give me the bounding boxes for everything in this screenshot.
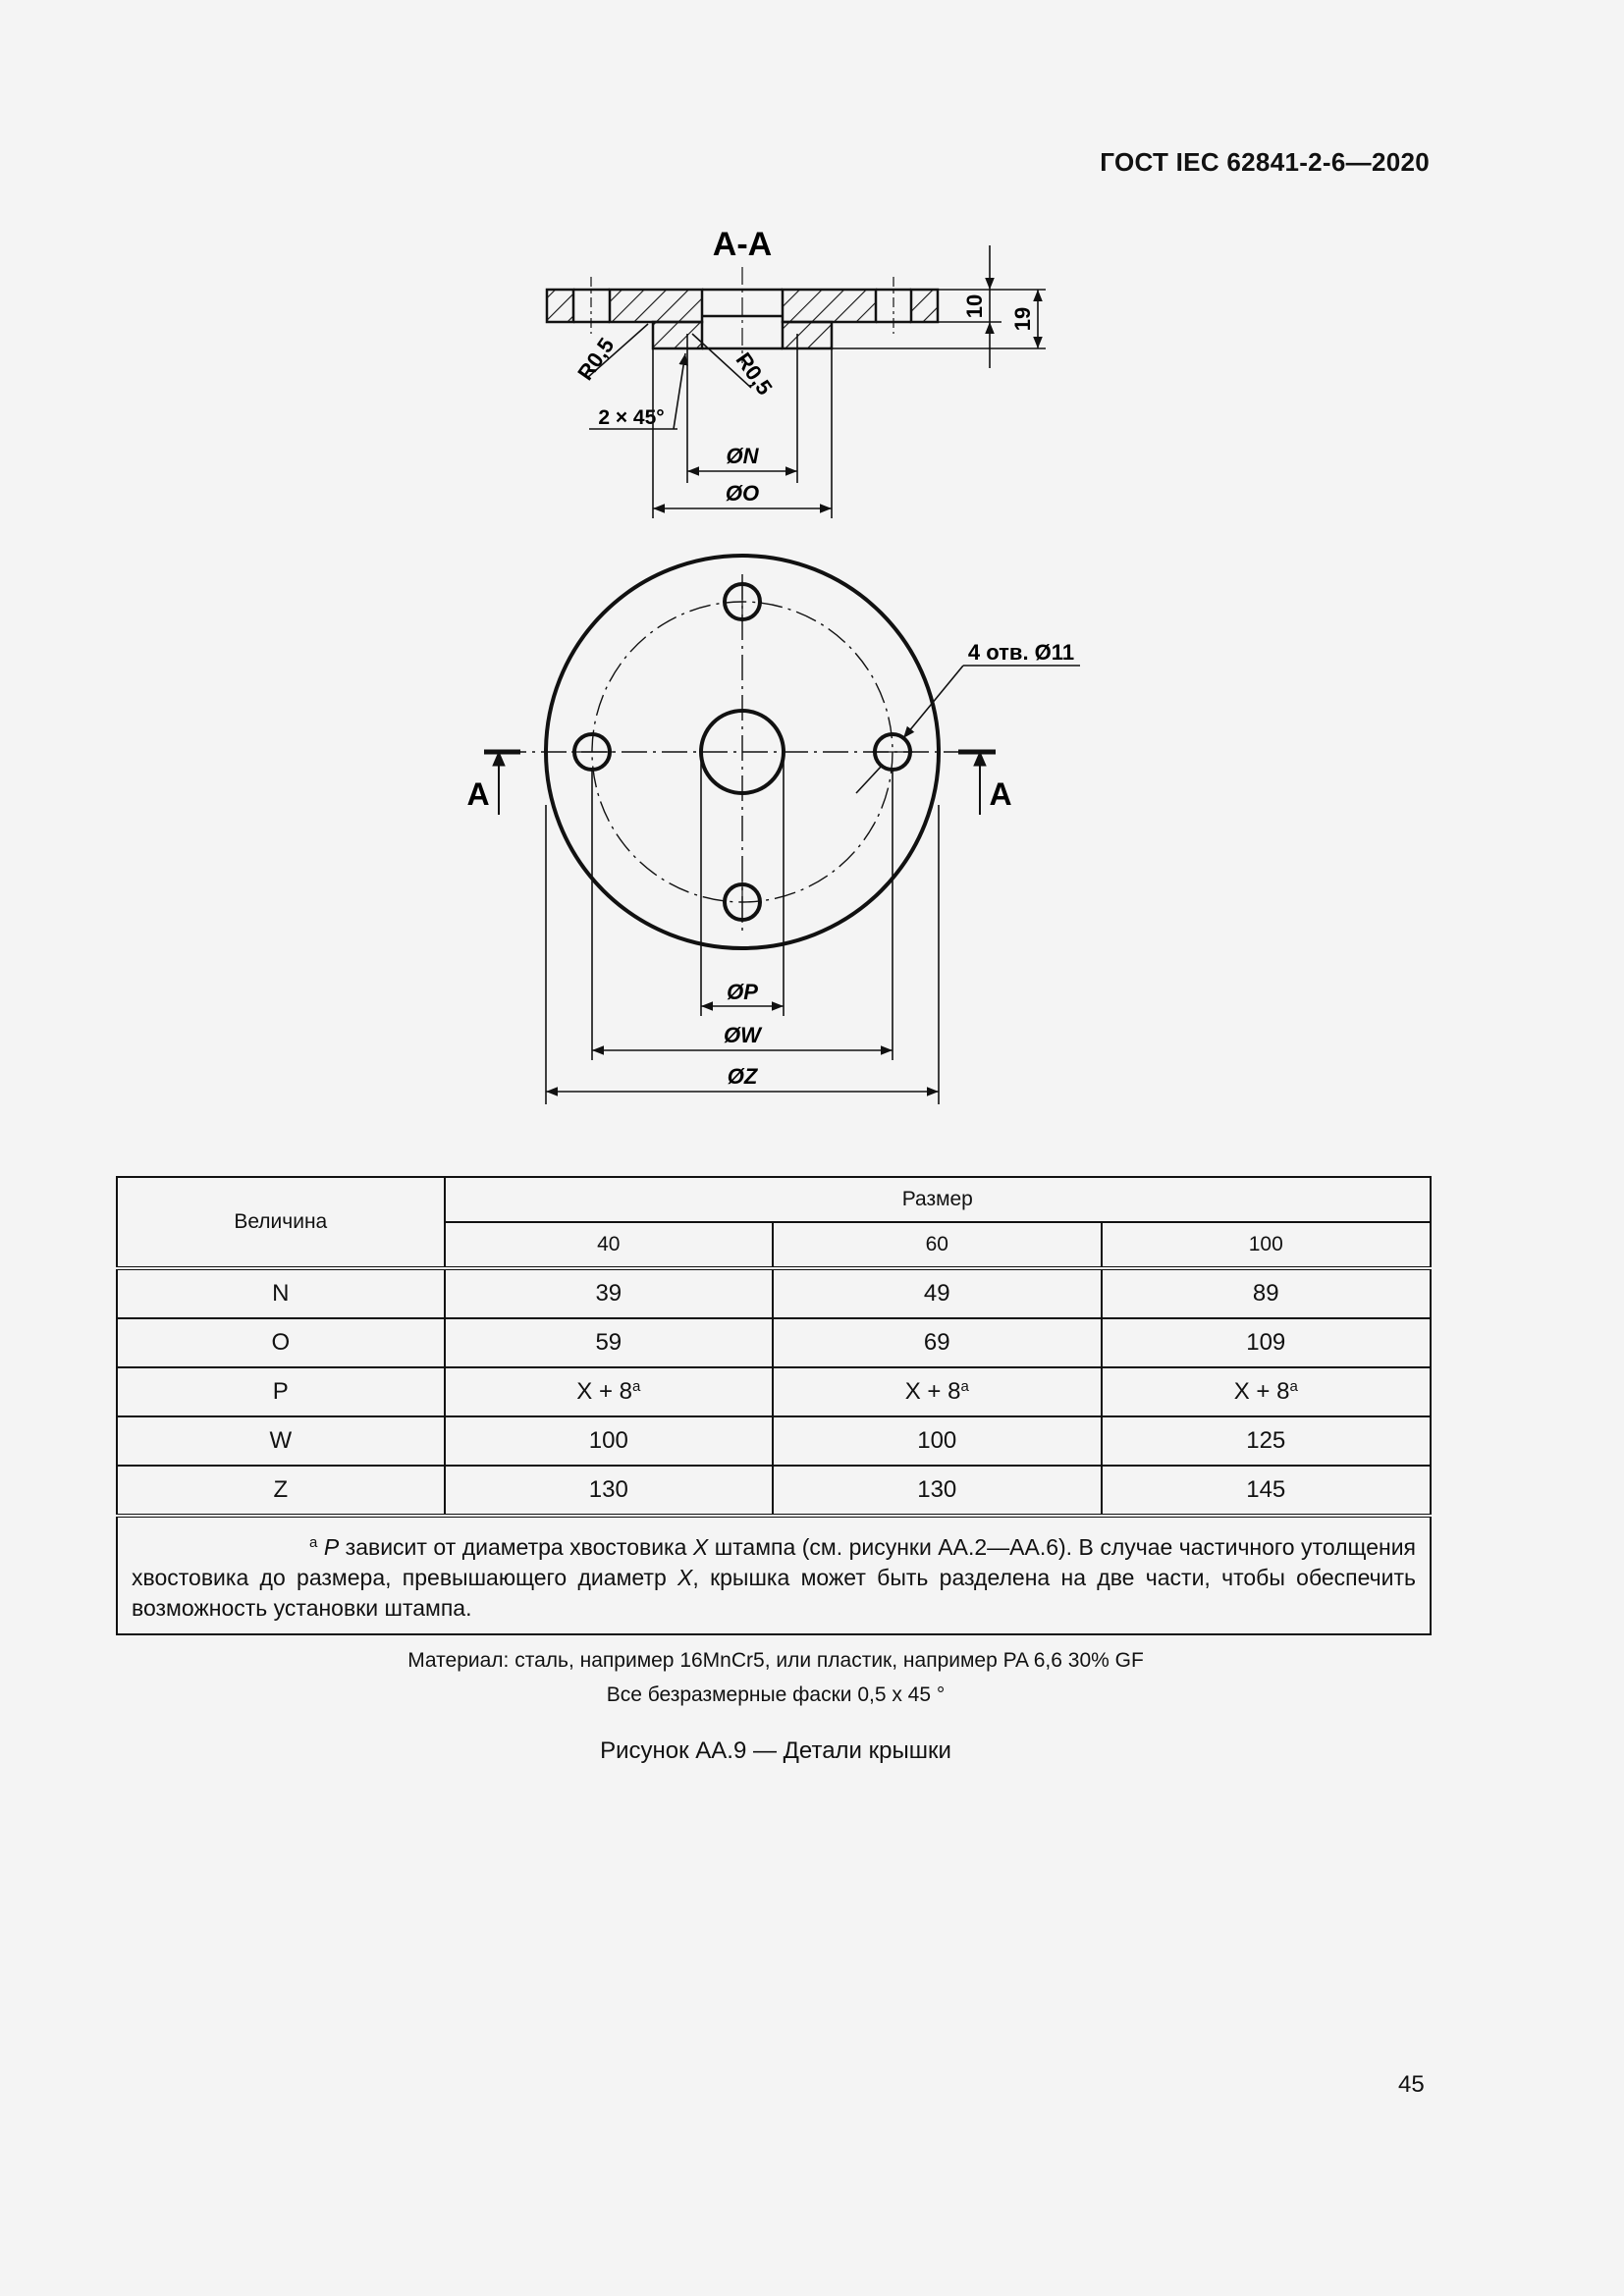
dimension-10: 10 bbox=[962, 294, 987, 319]
table-row bbox=[117, 1268, 1431, 1318]
diameter-P-label: ØP bbox=[727, 980, 758, 1004]
row-value: 100 bbox=[773, 1416, 1101, 1466]
row-name: O bbox=[117, 1318, 445, 1367]
footnote-var-x: X bbox=[692, 1534, 709, 1560]
row-name: W bbox=[117, 1416, 445, 1466]
row-value bbox=[773, 1367, 1101, 1416]
footnote-text-2: штампа (см. рисунки АА.2—АА.6). В случае частичного утолщения хвостовика до размера, превышающего диаметр bbox=[132, 1534, 1416, 1590]
diameter-W-label: ØW bbox=[724, 1023, 761, 1047]
footnote-var-x2: X bbox=[677, 1565, 693, 1590]
material-note: Материал: сталь, например 16MnCr5, или пластик, например PA 6,6 30% GF bbox=[407, 1649, 1144, 1672]
row-value: 130 bbox=[773, 1466, 1101, 1516]
diameter-Z-label: ØZ bbox=[727, 1064, 758, 1089]
dimension-19: 19 bbox=[1010, 306, 1035, 332]
row-value: 125 bbox=[1102, 1416, 1432, 1466]
radius-label-left: R0,5 bbox=[572, 333, 620, 385]
holes-label: 4 отв. Ø11 bbox=[967, 640, 1075, 665]
chamfer-note: Все безразмерные фаски 0,5 х 45 ° bbox=[606, 1683, 946, 1706]
footnote-mark: a bbox=[309, 1534, 318, 1551]
table-row bbox=[117, 1416, 1431, 1466]
diameter-O-label: ØO bbox=[725, 481, 760, 506]
footnote-text-1: зависит от диаметра хвостовика bbox=[339, 1534, 693, 1560]
row-value: 130 bbox=[445, 1466, 773, 1516]
quantity-column-header: Величина bbox=[117, 1177, 445, 1268]
size-header-100: 100 bbox=[1102, 1222, 1432, 1268]
row-name: N bbox=[117, 1268, 445, 1318]
footnote-ref: a bbox=[1289, 1378, 1298, 1395]
row-value bbox=[445, 1367, 773, 1416]
row-value: 109 bbox=[1102, 1318, 1432, 1367]
size-header-60: 60 bbox=[773, 1222, 1101, 1268]
row-value: 145 bbox=[1102, 1466, 1432, 1516]
section-marker-right: A bbox=[989, 776, 1012, 812]
page-number: 45 bbox=[1398, 2071, 1425, 2098]
section-title: A-A bbox=[712, 226, 773, 263]
row-value bbox=[1102, 1367, 1432, 1416]
row-name: Z bbox=[117, 1466, 445, 1516]
chamfer-label: 2 × 45° bbox=[598, 406, 665, 429]
diameter-N-label: ØN bbox=[726, 444, 759, 468]
value-text: X + 8 bbox=[904, 1378, 961, 1405]
radius-label-right: R0,5 bbox=[731, 347, 778, 400]
footnote-ref: a bbox=[960, 1378, 969, 1395]
document-header: ГОСТ IEC 62841-2-6—2020 bbox=[1100, 147, 1430, 177]
row-value: 59 bbox=[445, 1318, 773, 1367]
size-header-40: 40 bbox=[445, 1222, 773, 1268]
size-column-header: Размер bbox=[445, 1177, 1431, 1222]
row-value: 49 bbox=[773, 1268, 1101, 1318]
footnote-text-3: , крышка может быть разделена на две части, чтобы обеспечить возможность установки штампа. bbox=[132, 1565, 1416, 1621]
footnote-var-p: P bbox=[323, 1534, 340, 1560]
table-row bbox=[117, 1466, 1431, 1516]
row-value: 89 bbox=[1102, 1268, 1432, 1318]
value-text: X + 8 bbox=[576, 1378, 632, 1405]
table-row bbox=[117, 1367, 1431, 1416]
row-value: 69 bbox=[773, 1318, 1101, 1367]
row-name: P bbox=[117, 1367, 445, 1416]
section-cut-markers bbox=[484, 752, 996, 815]
figure-title: Рисунок АА.9 — Детали крышки bbox=[600, 1737, 951, 1764]
holes-leader bbox=[856, 666, 1080, 793]
dimensions-table bbox=[116, 1176, 1432, 1635]
plan-view bbox=[501, 556, 967, 948]
section-marker-left: A bbox=[466, 776, 490, 812]
row-value: 39 bbox=[445, 1268, 773, 1318]
table-footnote bbox=[117, 1516, 1431, 1634]
footnote-ref: a bbox=[631, 1378, 641, 1395]
row-value: 100 bbox=[445, 1416, 773, 1466]
table-row bbox=[117, 1318, 1431, 1367]
value-text: X + 8 bbox=[1233, 1378, 1290, 1405]
